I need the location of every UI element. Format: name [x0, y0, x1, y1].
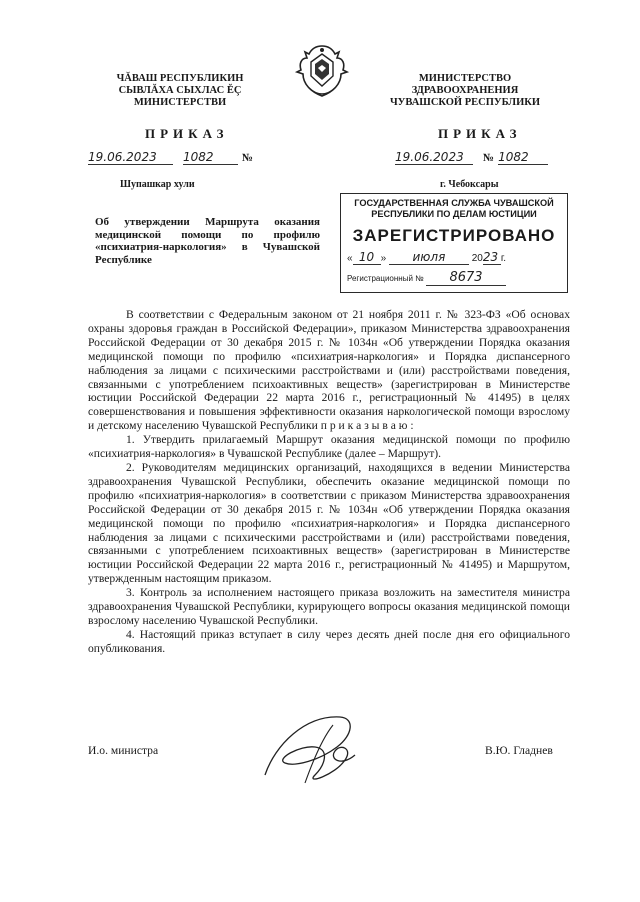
- right-date-number-row: [395, 148, 585, 166]
- clause-paragraph: 1. Утвердить прилагаемый Маршрут оказания медицинской помощи по профилю «психиатрия-наркология» в Чувашской Республике (далее – Маршрут).: [88, 433, 570, 461]
- right-city: г. Чебоксары: [440, 179, 499, 190]
- right-org-line: МИНИСТЕРСТВО: [418, 73, 512, 84]
- stamp-year-mark: г.: [500, 253, 507, 264]
- stamp-month: июля: [389, 250, 469, 265]
- right-order-number: 1082: [498, 150, 548, 165]
- clause-paragraph: 3. Контроль за исполнением настоящего приказа возложить на заместителя министра здравоохранения Чувашской Республики, курирующего вопросы оказания медицинской помощи взрослому населению Чувашской Республики.: [88, 586, 570, 627]
- stamp-reg-label: Регистрационный №: [347, 274, 424, 283]
- stamp-year-prefix: 20: [471, 253, 483, 264]
- left-order-title: ПРИКАЗ: [145, 126, 229, 141]
- coat-of-arms-emblem: [287, 42, 357, 102]
- left-org-line: МИНИСТЕРСТВИ: [133, 97, 227, 108]
- stamp-day: 10: [353, 250, 381, 265]
- preamble-paragraph: В соответствии с Федеральным законом от 21 ноября 2011 г. № 323-ФЗ «Об основах охраны здоровья граждан в Российской Федерации», приказом Министерства здравоохранения Российской Федерации от 30 декабря 2015 г. № 1034н «Об утверждении Порядка оказания медицинской помощи по профилю «психиатрия-наркология» и Порядка диспансерного наблюдения за лицами с психическими расстройствами и (или) расстройствами поведения, связанными с употреблением психоактивных веществ» (зарегистрирован в Министерстве юстиции Российской Федерации 22 марта 2016 г., регистрационный № 41495) в целях совершенствования и повышения эффективности оказания наркологической помощи взрослому и детскому населению Чувашской Республики п р и к а з ы в а ю :: [88, 308, 570, 433]
- right-order-title: ПРИКАЗ: [438, 126, 522, 141]
- registration-stamp: [340, 193, 568, 293]
- left-org-name: [95, 73, 265, 109]
- number-sign: №: [242, 152, 254, 164]
- left-date-number-row: [88, 148, 278, 166]
- stamp-org: ГОСУДАРСТВЕННАЯ СЛУЖБА ЧУВАШСКОЙ РЕСПУБЛИКИ ПО ДЕЛАМ ЮСТИЦИИ: [354, 198, 554, 219]
- right-order-date: 19.06.2023: [395, 150, 473, 165]
- clause-paragraph: 4. Настоящий приказ вступает в силу через десять дней после дня его официального опубликования.: [88, 627, 570, 655]
- left-order-date: 19.06.2023: [88, 150, 173, 165]
- handwritten-signature: [245, 705, 375, 795]
- right-org-line: ЗДРАВООХРАНЕНИЯ: [411, 85, 519, 96]
- order-body: [88, 308, 570, 656]
- left-order-number: 1082: [183, 150, 238, 165]
- stamp-reg-number: 8673: [426, 270, 506, 286]
- left-org-line: ЧĂВАШ РЕСПУБЛИКИН: [116, 73, 244, 84]
- stamp-status: ЗАРЕГИСТРИРОВАНО: [352, 226, 556, 245]
- clause-paragraph: 2. Руководителям медицинских организаций, находящихся в ведении Министерства здравоохранения Чувашской Республики, обеспечить оказание медицинской помощи по профилю «психиатрия-наркология» в соответствии с приказом Министерства здравоохранения Российской Федерации от 30 декабря 2015 г. № 1034н «Об утверждении Порядка оказания медицинской помощи по профилю «психиатрия-наркология» и Порядка диспансерного наблюдения за лицами с психическими расстройствами и (или) расстройствами поведения, связанными с употреблением психоактивных веществ» (зарегистрирован в Министерстве юстиции Российской Федерации 22 марта 2016 г., регистрационный № 41495) и Маршрутом, утвержденным настоящим приказом.: [88, 460, 570, 586]
- right-org-line: ЧУВАШСКОЙ РЕСПУБЛИКИ: [389, 97, 541, 108]
- order-subject: Об утверждении Маршрута оказания медицинской помощи по профилю «психиатрия-наркология» в Чувашской Республике: [95, 216, 320, 266]
- number-sign: №: [483, 152, 495, 164]
- stamp-year-suffix: 23: [483, 250, 501, 265]
- right-org-name: [380, 73, 550, 109]
- stamp-date-row: « 10 » июля 2023 г.: [347, 250, 507, 264]
- signatory-position: И.о. министра: [88, 744, 159, 757]
- stamp-reg-row: [347, 270, 561, 286]
- signatory-name: В.Ю. Гладнев: [485, 744, 553, 757]
- left-org-line: СЫВЛĂХА СЫХЛАС ĔÇ: [118, 85, 242, 96]
- left-city: Шупашкар хули: [120, 179, 195, 190]
